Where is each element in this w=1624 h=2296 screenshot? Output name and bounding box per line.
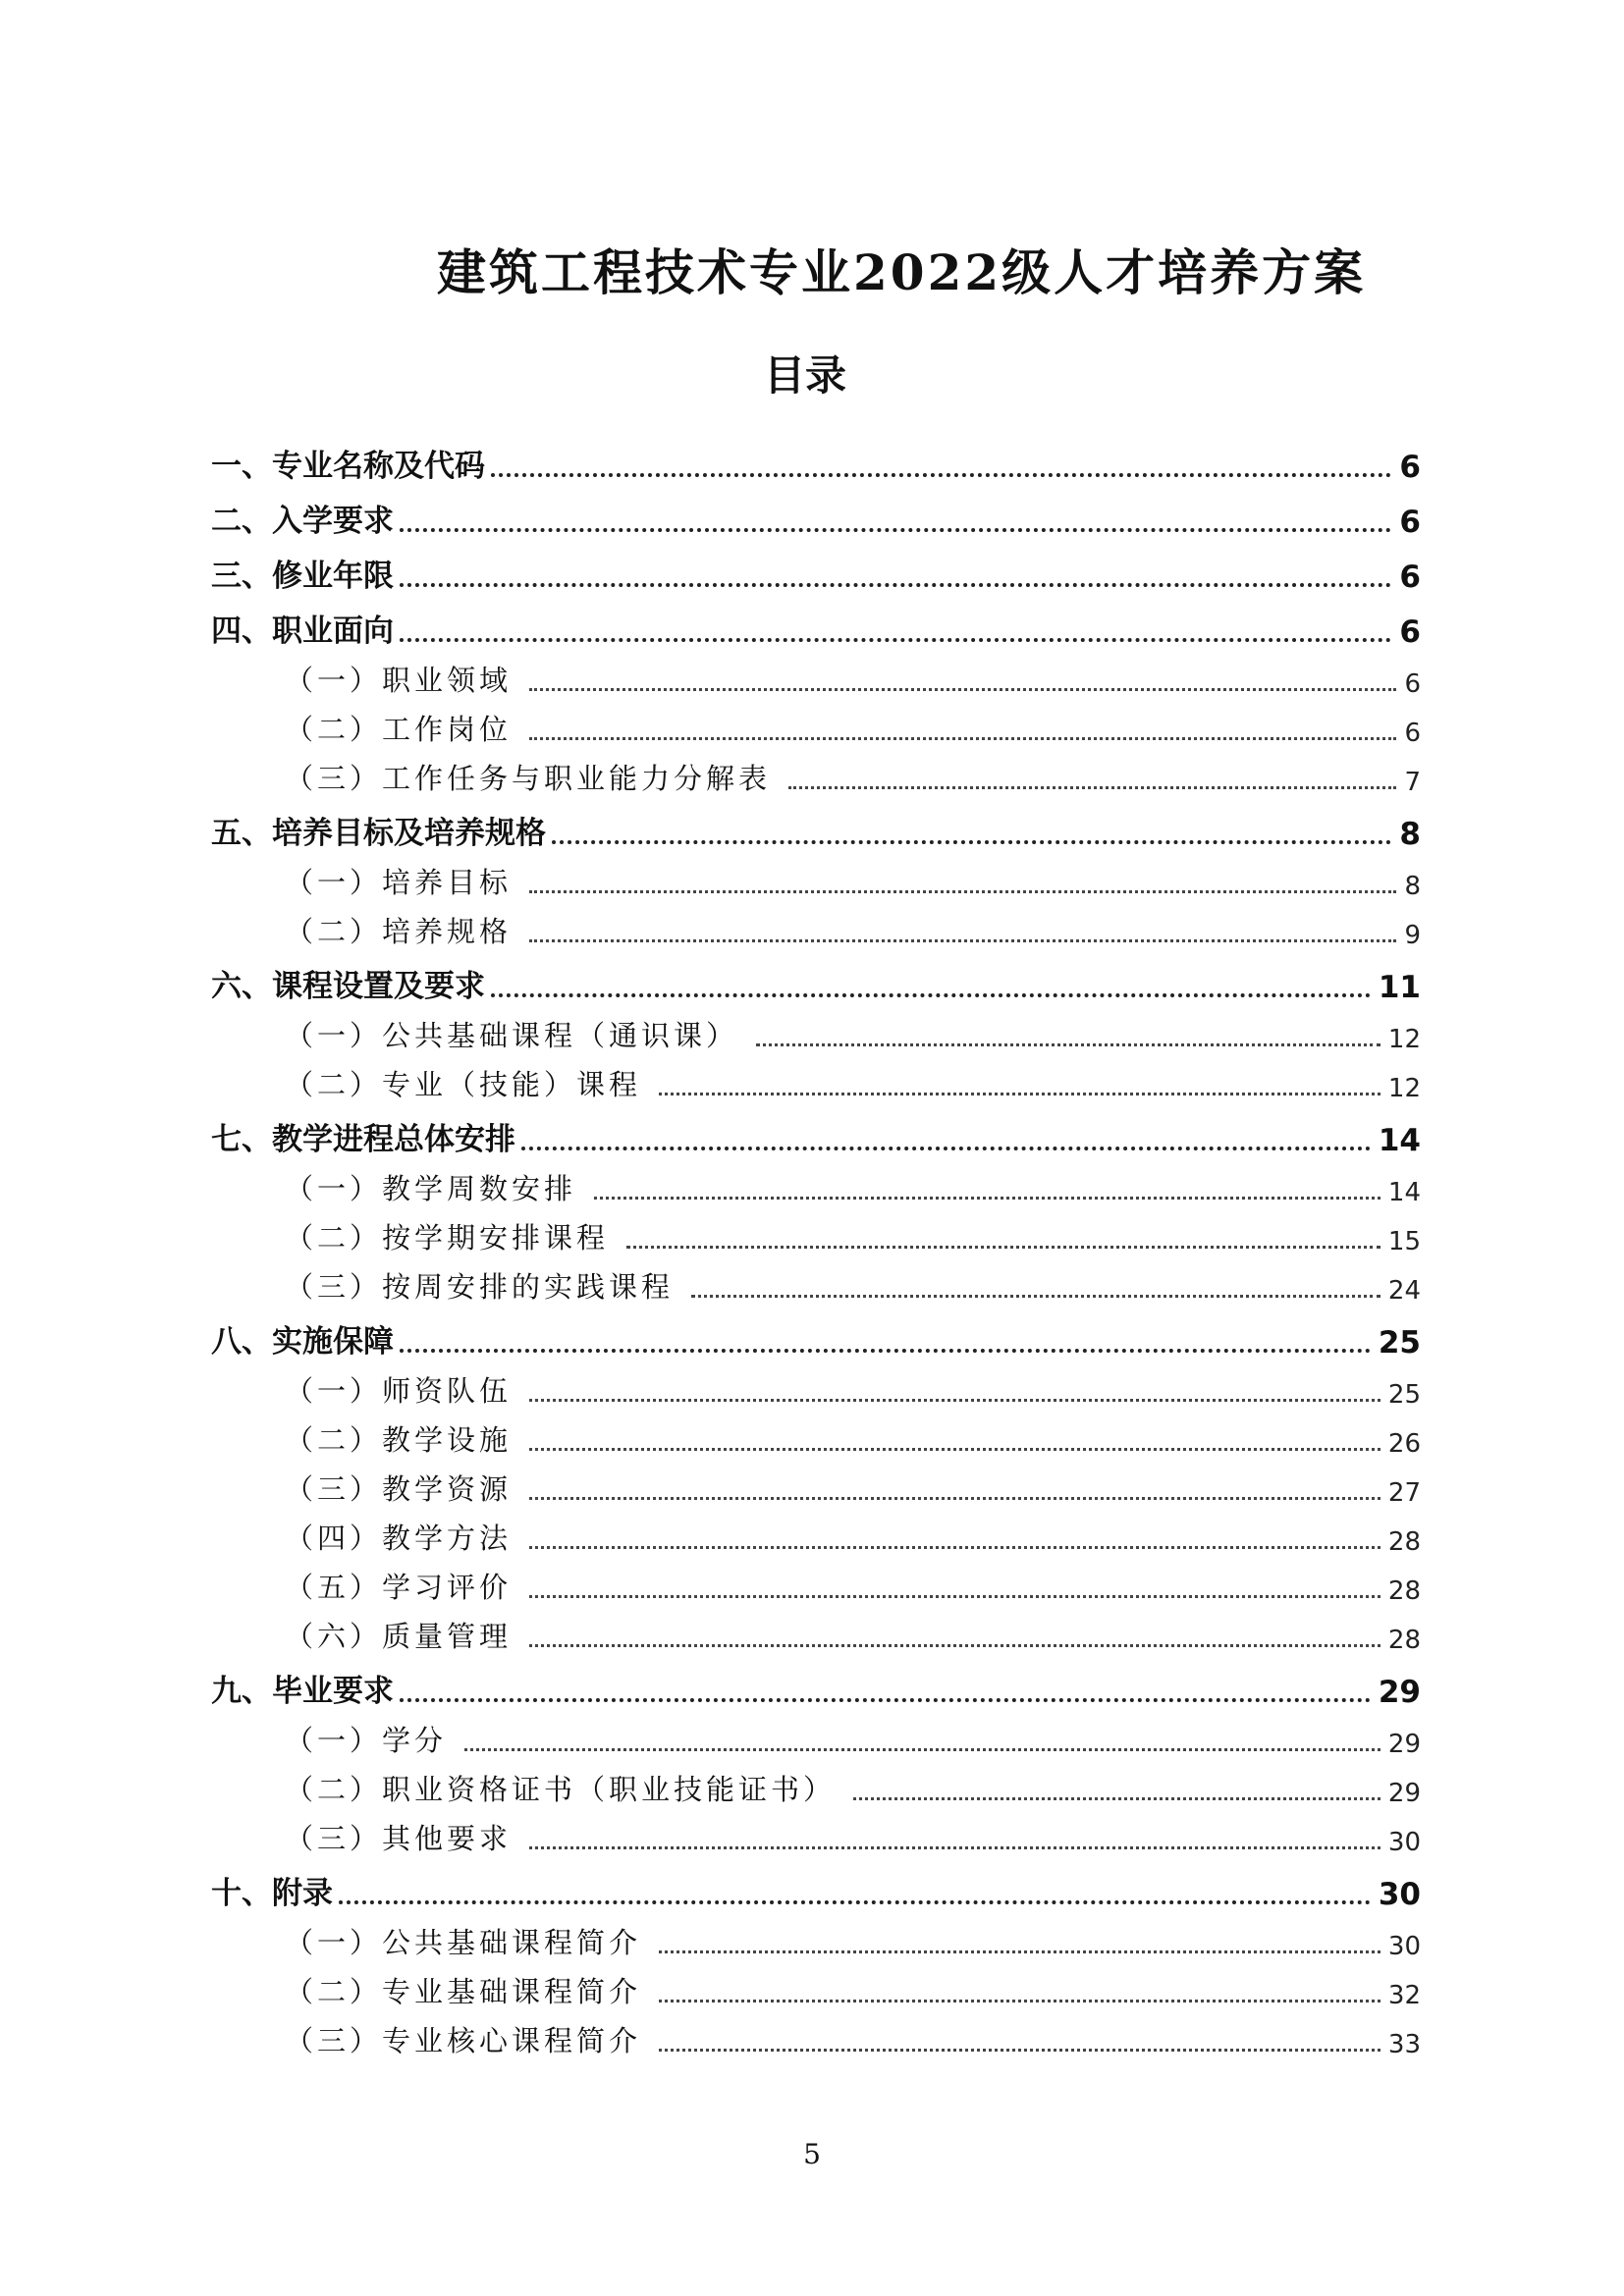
toc-dot-leader <box>529 890 1396 893</box>
toc-subsection-link[interactable] <box>211 656 1421 699</box>
toc-subsection-link[interactable] <box>211 1164 1421 1207</box>
toc-entry-label: （一）教学周数安排 <box>285 1167 582 1207</box>
toc-dot-leader <box>552 840 1391 844</box>
toc-entry-label: 十、附录 <box>211 1868 339 1912</box>
toc-entry-page-number: 32 <box>1387 1981 1421 2010</box>
toc-entry-page-number: 6 <box>1399 505 1421 540</box>
toc-entry-label: 七、教学进程总体安排 <box>211 1114 521 1158</box>
toc-subsection-link[interactable] <box>211 1563 1421 1606</box>
toc-entry-label: 一、专业名称及代码 <box>211 441 491 485</box>
toc-dot-leader <box>853 1797 1380 1800</box>
toc-entry-label: （一）公共基础课程（通识课） <box>285 1014 744 1054</box>
toc-entry-label: （三）教学资源 <box>285 1468 517 1508</box>
toc-dot-leader <box>691 1295 1380 1298</box>
toc-entry-page-number: 30 <box>1387 1932 1421 1961</box>
toc-dot-leader <box>400 1698 1371 1702</box>
toc-dot-leader <box>529 1448 1380 1451</box>
toc-entry-label: 九、毕业要求 <box>211 1666 400 1710</box>
toc-entry-label: （三）专业核心课程简介 <box>285 2019 647 2059</box>
toc-section-link[interactable] <box>211 491 1421 540</box>
toc-section-link[interactable] <box>211 1109 1421 1158</box>
toc-subsection-link[interactable] <box>211 1366 1421 1410</box>
toc-entry-page-number: 6 <box>1399 560 1421 595</box>
toc-entry-label: （五）学习评价 <box>285 1566 517 1606</box>
toc-dot-leader <box>788 786 1396 789</box>
toc-entry-page-number: 28 <box>1387 1626 1421 1655</box>
toc-entry-label: （二）教学设施 <box>285 1418 517 1459</box>
toc-entry-label: （二）专业（技能）课程 <box>285 1063 647 1103</box>
toc-dot-leader <box>659 1950 1380 1953</box>
toc-entry-label: （三）按周安排的实践课程 <box>285 1265 679 1306</box>
toc-entry-label: （二）职业资格证书（职业技能证书） <box>285 1768 841 1808</box>
toc-entry-page-number: 11 <box>1378 970 1421 1005</box>
toc-subsection-link[interactable] <box>211 1213 1421 1256</box>
toc-dot-leader <box>626 1246 1380 1249</box>
toc-entry-label: （二）专业基础课程简介 <box>285 1970 647 2010</box>
toc-subsection-link[interactable] <box>211 907 1421 950</box>
toc-entry-page-number: 6 <box>1399 614 1421 650</box>
toc-entry-label: （一）职业领域 <box>285 659 517 699</box>
toc-dot-leader <box>400 583 1391 587</box>
toc-subsection-link[interactable] <box>211 1514 1421 1557</box>
toc-entry-page-number: 29 <box>1378 1675 1421 1710</box>
toc-subsection-link[interactable] <box>211 1011 1421 1054</box>
toc-entry-label: 四、职业面向 <box>211 606 400 650</box>
toc-entry-label: （一）师资队伍 <box>285 1369 517 1410</box>
toc-entry-page-number: 15 <box>1387 1227 1421 1256</box>
toc-entry-label: （一）培养目标 <box>285 861 517 901</box>
toc-entry-page-number: 9 <box>1404 921 1421 950</box>
toc-entry-page-number: 6 <box>1404 669 1421 699</box>
toc-dot-leader <box>529 1595 1380 1598</box>
toc-entry-page-number: 6 <box>1399 450 1421 485</box>
toc-entry-page-number: 30 <box>1387 1828 1421 1857</box>
toc-subsection-link[interactable] <box>211 754 1421 797</box>
toc-entry-page-number: 14 <box>1378 1123 1421 1158</box>
toc-entry-page-number: 14 <box>1387 1178 1421 1207</box>
toc-entry-page-number: 33 <box>1387 2030 1421 2059</box>
toc-dot-leader <box>529 939 1396 942</box>
toc-entry-page-number: 26 <box>1387 1429 1421 1459</box>
toc-entry-label: 五、培养目标及培养规格 <box>211 808 552 852</box>
toc-subsection-link[interactable] <box>211 1612 1421 1655</box>
toc-heading: 目录 <box>763 351 846 400</box>
toc-section-link[interactable] <box>211 436 1421 485</box>
toc-subsection-link[interactable] <box>211 1765 1421 1808</box>
toc-dot-leader <box>529 1399 1380 1402</box>
page-number: 5 <box>803 2138 821 2170</box>
toc-dot-leader <box>491 993 1371 997</box>
toc-entry-label: （二）培养规格 <box>285 910 517 950</box>
toc-entry-label: （二）工作岗位 <box>285 708 517 748</box>
toc-section-link[interactable] <box>211 601 1421 650</box>
toc-section-link[interactable] <box>211 1661 1421 1710</box>
toc-subsection-link[interactable] <box>211 1262 1421 1306</box>
toc-dot-leader <box>529 1644 1380 1647</box>
toc-section-link[interactable] <box>211 1863 1421 1912</box>
toc-entry-label: （一）公共基础课程简介 <box>285 1921 647 1961</box>
toc-entry-page-number: 6 <box>1404 719 1421 748</box>
toc-entry-label: （一）学分 <box>285 1719 453 1759</box>
toc-dot-leader <box>594 1197 1380 1200</box>
toc-entry-page-number: 30 <box>1378 1877 1421 1912</box>
toc-subsection-link[interactable] <box>211 858 1421 901</box>
toc-entry-label: （三）工作任务与职业能力分解表 <box>285 757 777 797</box>
toc-entry-label: 八、实施保障 <box>211 1316 400 1361</box>
toc-subsection-link[interactable] <box>211 1415 1421 1459</box>
toc-entry-page-number: 29 <box>1387 1779 1421 1808</box>
toc-subsection-link[interactable] <box>211 1967 1421 2010</box>
toc-dot-leader <box>529 1497 1380 1500</box>
document-title: 建筑工程技术专业2022级人才培养方案 <box>437 243 1367 301</box>
toc-entry-label: 二、入学要求 <box>211 496 400 540</box>
toc-dot-leader <box>659 2049 1380 2052</box>
toc-entry-page-number: 25 <box>1378 1325 1421 1361</box>
toc-entry-label: 六、课程设置及要求 <box>211 961 491 1005</box>
toc-dot-leader <box>529 1546 1380 1549</box>
toc-section-link[interactable] <box>211 803 1421 852</box>
toc-entry-page-number: 24 <box>1387 1276 1421 1306</box>
toc-section-link[interactable] <box>211 956 1421 1005</box>
toc-dot-leader <box>464 1748 1380 1751</box>
toc-entry-page-number: 7 <box>1404 768 1421 797</box>
toc-section-link[interactable] <box>211 1311 1421 1361</box>
toc-dot-leader <box>400 638 1391 642</box>
toc-entry-page-number: 29 <box>1387 1730 1421 1759</box>
table-of-contents <box>211 430 1421 2059</box>
toc-entry-label: 三、修业年限 <box>211 551 400 595</box>
toc-subsection-link[interactable] <box>211 1060 1421 1103</box>
toc-section-link[interactable] <box>211 546 1421 595</box>
toc-entry-label: （二）按学期安排课程 <box>285 1216 615 1256</box>
toc-entry-page-number: 12 <box>1387 1025 1421 1054</box>
toc-entry-page-number: 8 <box>1404 872 1421 901</box>
toc-dot-leader <box>491 473 1391 477</box>
toc-dot-leader <box>529 688 1396 691</box>
toc-dot-leader <box>400 528 1391 532</box>
toc-dot-leader <box>400 1349 1371 1353</box>
toc-entry-page-number: 12 <box>1387 1074 1421 1103</box>
toc-entry-page-number: 27 <box>1387 1478 1421 1508</box>
toc-subsection-link[interactable] <box>211 1918 1421 1961</box>
toc-subsection-link[interactable] <box>211 2016 1421 2059</box>
toc-entry-page-number: 28 <box>1387 1576 1421 1606</box>
toc-dot-leader <box>529 1846 1380 1849</box>
toc-dot-leader <box>521 1147 1371 1150</box>
toc-subsection-link[interactable] <box>211 1465 1421 1508</box>
toc-dot-leader <box>756 1043 1380 1046</box>
toc-entry-label: （三）其他要求 <box>285 1817 517 1857</box>
toc-subsection-link[interactable] <box>211 705 1421 748</box>
toc-subsection-link[interactable] <box>211 1716 1421 1759</box>
toc-dot-leader <box>659 1093 1380 1095</box>
toc-subsection-link[interactable] <box>211 1814 1421 1857</box>
toc-dot-leader <box>659 2000 1380 2002</box>
toc-entry-page-number: 28 <box>1387 1527 1421 1557</box>
toc-entry-page-number: 25 <box>1387 1380 1421 1410</box>
toc-entry-page-number: 8 <box>1399 817 1421 852</box>
toc-entry-label: （四）教学方法 <box>285 1517 517 1557</box>
toc-entry-label: （六）质量管理 <box>285 1615 517 1655</box>
toc-dot-leader <box>529 737 1396 740</box>
toc-dot-leader <box>339 1900 1371 1904</box>
